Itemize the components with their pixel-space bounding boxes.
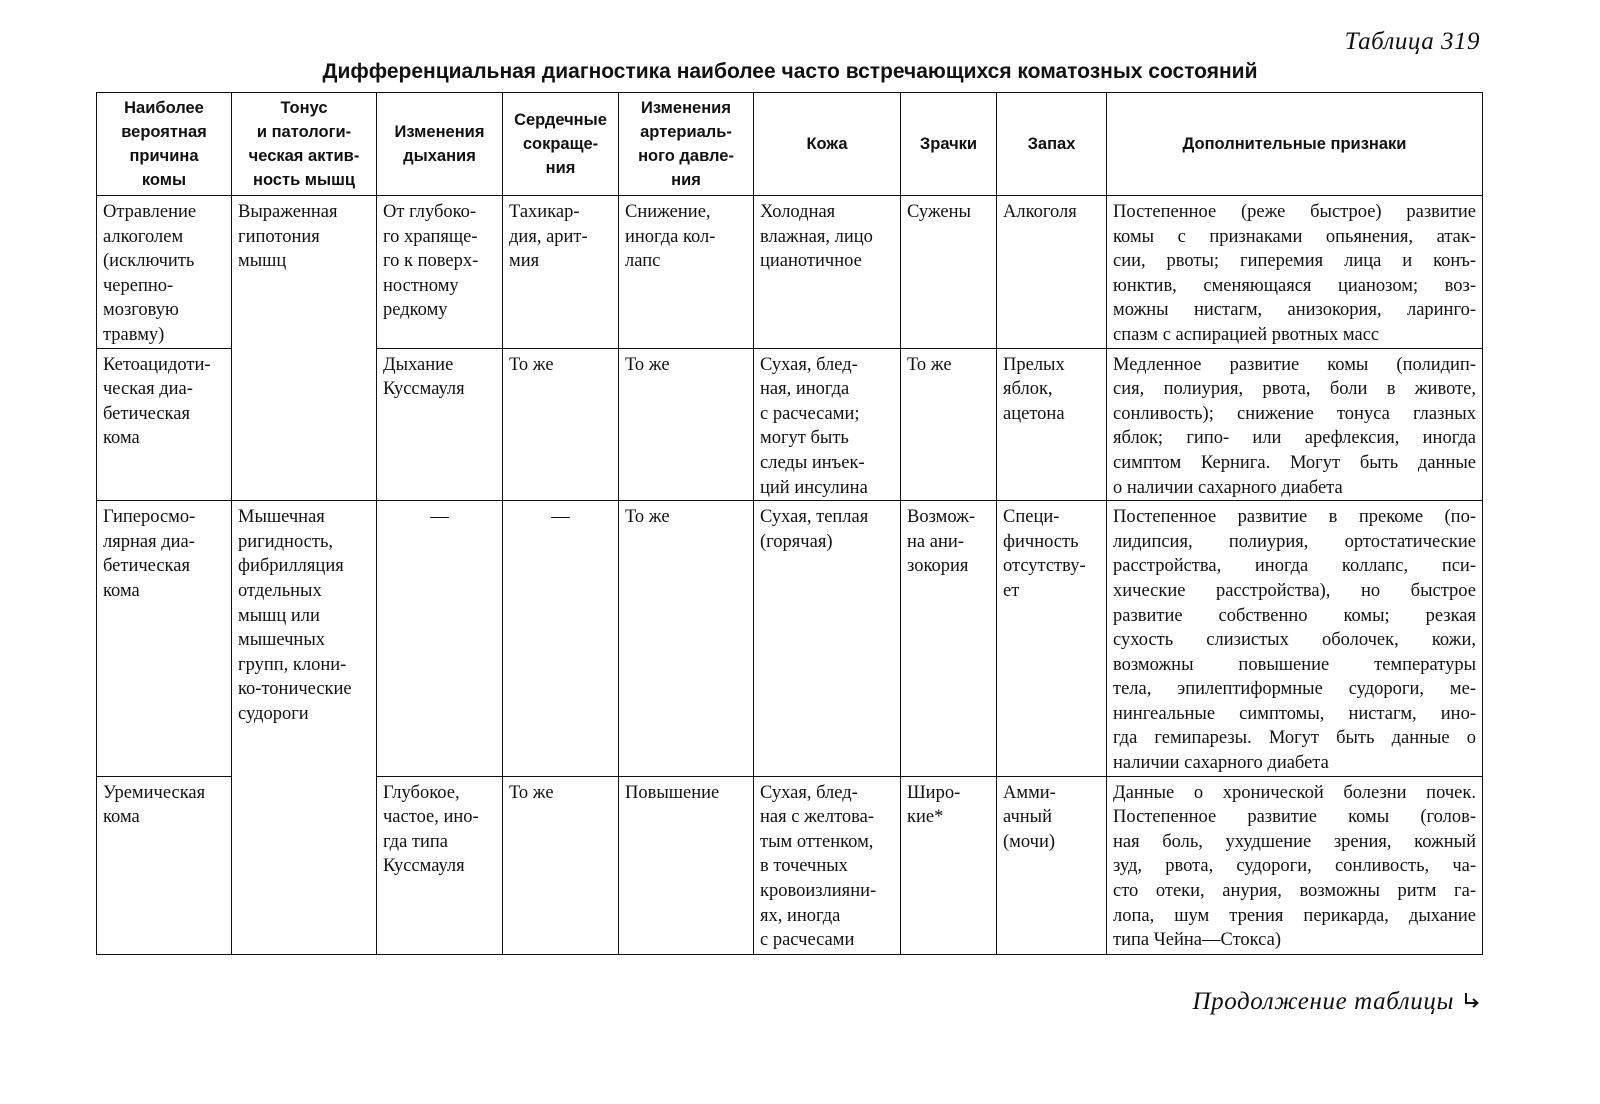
cell-line: Кетоацидоти- — [103, 354, 211, 375]
cell-line: (горячая) — [760, 531, 833, 552]
cell-line: То же — [509, 354, 554, 375]
cell-line: зуд, рвота, судороги, сонливость, ча- — [1113, 856, 1476, 877]
header-line: Запах — [1027, 135, 1076, 153]
header-line: Изменения — [641, 99, 731, 117]
differential-diagnosis-table — [96, 92, 1483, 955]
cell-line: следы инъек- — [760, 452, 865, 473]
cell-line: Выраженная — [238, 202, 338, 222]
header-line: ния — [545, 159, 576, 177]
cell-line: яблок, — [1003, 379, 1053, 400]
cell-signs — [1107, 501, 1483, 777]
cell-cause — [97, 196, 232, 349]
cell-line: лидипсия, полиурия, ортостатические — [1113, 531, 1476, 552]
cell-line: ацетона — [1003, 403, 1065, 424]
cell-cause — [97, 348, 232, 501]
header-line: ния — [671, 171, 701, 189]
cell-cause — [97, 501, 232, 777]
cell-line: бетическая — [103, 403, 190, 424]
cell-line: отсутству- — [1003, 556, 1086, 577]
continued-label: Продолжение таблицы — [1192, 988, 1454, 1015]
header-pressure — [619, 93, 754, 196]
cell-line: симптом Кернига. Могут быть данные — [1113, 452, 1476, 473]
cell-line: Мышечная — [238, 507, 325, 528]
cell-line: кома — [103, 807, 140, 828]
cell-line: Дыхание — [383, 354, 454, 375]
cell-line: лапс — [625, 251, 661, 272]
cell-line: кровоизлияни- — [760, 881, 877, 902]
cell-odor — [997, 348, 1107, 501]
cell-odor — [997, 776, 1107, 954]
continued-note — [1193, 988, 1482, 1016]
cell-line: го к поверх- — [383, 251, 479, 272]
cell-breathing — [377, 501, 503, 777]
cell-line: возможны повышение температуры — [1113, 654, 1476, 675]
cell-line: сонливость); снижение тонуса глазных — [1113, 403, 1476, 424]
cell-tone — [232, 501, 377, 955]
cell-line: развитие собственно комы; резкая — [1113, 605, 1476, 626]
cell-heart — [503, 348, 619, 501]
cell-line: Широ- — [907, 782, 961, 803]
cell-line: нингеальные симптомы, нистагм, ино- — [1113, 703, 1476, 724]
cell-line: Возмож- — [907, 507, 976, 528]
cell-line: Снижение, — [625, 202, 711, 222]
table-number: Таблица 319 — [1344, 28, 1480, 55]
cell-line: иногда кол- — [625, 226, 716, 247]
cell-pressure — [619, 348, 754, 501]
cell-line: сухость слизистых оболочек, кожи, — [1113, 630, 1476, 651]
cell-line: влажная, лицо — [760, 226, 873, 247]
cell-line: Повышение — [625, 782, 720, 803]
header-line: вероятная — [121, 123, 207, 141]
cell-line: типа Чейна—Стокса) — [1113, 930, 1281, 951]
header-line: ного давле- — [638, 147, 734, 165]
cell-heart — [503, 501, 619, 777]
cell-line: гда типа — [383, 831, 449, 852]
cell-line: с расчесами; — [760, 403, 860, 424]
cell-line: Медленное развитие комы (полидип- — [1113, 354, 1476, 375]
header-odor — [997, 93, 1107, 196]
cell-line: — — [551, 507, 570, 528]
cell-line: частое, ино- — [383, 807, 479, 828]
cell-line: Глубокое, — [383, 782, 460, 803]
cell-line: Специ- — [1003, 507, 1060, 528]
cell-line: гипотония — [238, 226, 320, 247]
cell-line: То же — [625, 507, 670, 528]
cell-line: От глубоко- — [383, 202, 477, 222]
header-line: комы — [141, 171, 187, 189]
cell-skin — [754, 196, 901, 349]
header-breathing — [377, 93, 503, 196]
header-tone — [232, 93, 377, 196]
cell-pressure — [619, 501, 754, 777]
cell-line: гда гемипарезы. Могут быть данные о — [1113, 728, 1476, 749]
header-cause — [97, 93, 232, 196]
cell-cause — [97, 776, 232, 954]
cell-line: наличии сахарного диабета — [1113, 753, 1329, 774]
header-line: Тонус — [280, 99, 328, 117]
cell-line: (исключить — [103, 251, 195, 272]
table-row — [97, 501, 1483, 777]
cell-line: расстройства, иногда коллапс, пси- — [1113, 556, 1476, 577]
cell-line: Алкоголя — [1003, 202, 1077, 222]
turn-page-arrow-icon — [1462, 990, 1482, 1010]
cell-line: лярная диа- — [103, 531, 195, 552]
cell-line: дия, арит- — [509, 226, 588, 247]
cell-line: Постепенное развитие комы (голов- — [1113, 807, 1476, 828]
cell-line: алкоголем — [103, 226, 184, 247]
cell-odor — [997, 501, 1107, 777]
header-line: артериаль- — [640, 123, 732, 141]
cell-skin — [754, 776, 901, 954]
cell-line: тым оттенком, — [760, 831, 874, 852]
header-line: сокраще- — [522, 135, 599, 153]
cell-line: сии, рвоты; гиперемия лица и конъ- — [1113, 251, 1476, 272]
cell-line: То же — [625, 354, 670, 375]
cell-line: Куссмауля — [383, 379, 465, 400]
cell-line: ко-тонические — [238, 679, 352, 700]
cell-pupils — [901, 348, 997, 501]
cell-line: Куссмауля — [383, 856, 465, 877]
cell-breathing — [377, 776, 503, 954]
cell-line: сто отеки, анурия, возможны ритм га- — [1113, 881, 1476, 902]
cell-signs — [1107, 348, 1483, 501]
header-line: Дополнительные признаки — [1182, 135, 1407, 153]
cell-line: травму) — [103, 324, 165, 345]
header-line: дыхания — [403, 147, 476, 165]
cell-line: Постепенное (реже быстрое) развитие — [1113, 202, 1476, 222]
header-signs — [1107, 93, 1483, 196]
cell-signs — [1107, 196, 1483, 349]
cell-line: Сухая, теплая — [760, 507, 869, 528]
cell-line: можны нистагм, анизокория, ларинго- — [1113, 300, 1476, 321]
cell-line: кома — [103, 428, 140, 449]
cell-line: зокория — [907, 556, 969, 577]
cell-line: ях, иногда — [760, 905, 841, 926]
header-line: Сердечные — [514, 111, 607, 129]
cell-line: ций инсулина — [760, 477, 868, 498]
header-heart — [503, 93, 619, 196]
cell-skin — [754, 348, 901, 501]
cell-line: тела, эпилептиформные судороги, ме- — [1113, 679, 1476, 700]
cell-line: го храпяще- — [383, 226, 478, 247]
cell-line: ная боль, ухудшение зрения, кожный — [1113, 831, 1476, 852]
cell-line: фибрилляция — [238, 556, 344, 577]
cell-line: Гиперосмо- — [103, 507, 196, 528]
cell-line: могут быть — [760, 428, 849, 449]
cell-line: бетическая — [103, 556, 190, 577]
cell-line: (мочи) — [1003, 831, 1056, 852]
cell-line: ачный — [1003, 807, 1053, 828]
header-line: и патологи- — [256, 123, 352, 141]
cell-line: Прелых — [1003, 354, 1065, 375]
cell-line: с расчесами — [760, 930, 855, 951]
cell-line: черепно- — [103, 275, 174, 296]
cell-line: на ани- — [907, 531, 964, 552]
table-title: Дифференциальная диагностика наиболее часто встречающихся коматозных состояний — [322, 60, 1258, 83]
cell-line: Отравление — [103, 202, 197, 222]
cell-pupils — [901, 501, 997, 777]
cell-breathing — [377, 348, 503, 501]
cell-line: То же — [509, 782, 554, 803]
cell-line: ная, иногда — [760, 379, 850, 400]
header-row — [97, 93, 1483, 196]
cell-line: Постепенное развитие в прекоме (по- — [1113, 507, 1476, 528]
cell-line: в точечных — [760, 856, 848, 877]
cell-signs — [1107, 776, 1483, 954]
cell-line: о наличии сахарного диабета — [1113, 477, 1343, 498]
cell-line: яблок; гипо- или арефлексия, иногда — [1113, 428, 1476, 449]
cell-line: юнктив, сменяющаяся цианозом; воз- — [1113, 275, 1476, 296]
cell-line: групп, клони- — [238, 654, 347, 675]
cell-odor — [997, 196, 1107, 349]
cell-line: ная с желтова- — [760, 807, 875, 828]
cell-line: — — [430, 507, 449, 528]
cell-pupils — [901, 196, 997, 349]
header-pupils — [901, 93, 997, 196]
cell-line: спазм с аспирацией рвотных масс — [1113, 324, 1380, 345]
cell-skin — [754, 501, 901, 777]
cell-breathing — [377, 196, 503, 349]
cell-line: фичность — [1003, 531, 1079, 552]
cell-line: Сухая, блед- — [760, 782, 858, 803]
cell-line: отдельных — [238, 580, 322, 601]
header-line: Зрачки — [919, 135, 978, 153]
cell-line: ет — [1003, 580, 1020, 601]
cell-line: лопа, шум трения перикарда, дыхание — [1113, 905, 1476, 926]
header-line: Изменения — [394, 123, 485, 141]
cell-line: редкому — [383, 300, 448, 321]
cell-line: Данные о хронической болезни почек. — [1113, 782, 1476, 803]
cell-line: Тахикар- — [509, 202, 580, 222]
cell-line: ностному — [383, 275, 459, 296]
cell-line: судороги — [238, 703, 309, 724]
cell-pressure — [619, 776, 754, 954]
cell-pressure — [619, 196, 754, 349]
cell-line: Уремическая — [103, 782, 206, 803]
cell-line: Амми- — [1003, 782, 1056, 803]
header-line: ность мышц — [252, 171, 355, 189]
cell-line: цианотичное — [760, 251, 862, 272]
cell-line: мия — [509, 251, 540, 272]
cell-line: ческая диа- — [103, 379, 193, 400]
cell-line: Сухая, блед- — [760, 354, 858, 375]
cell-line: сия, полиурия, рвота, боли в животе, — [1113, 379, 1476, 400]
header-line: ческая актив- — [248, 147, 360, 165]
header-line: причина — [129, 147, 199, 165]
cell-line: мозговую — [103, 300, 179, 321]
table-row — [97, 196, 1483, 349]
cell-line: кие* — [907, 807, 944, 828]
cell-line: кома — [103, 580, 140, 601]
header-skin — [754, 93, 901, 196]
cell-heart — [503, 776, 619, 954]
cell-line: ригидность, — [238, 531, 334, 552]
cell-line: комы с признаками опьянения, атак- — [1113, 226, 1476, 247]
cell-line: мышц — [238, 251, 287, 272]
cell-line: Холодная — [760, 202, 836, 222]
cell-line: То же — [907, 354, 952, 375]
cell-line: Сужены — [907, 202, 971, 222]
header-line: Наиболее — [124, 99, 204, 117]
cell-line: мышечных — [238, 630, 326, 651]
cell-heart — [503, 196, 619, 349]
cell-line: хические расстройства), но быстрое — [1113, 580, 1476, 601]
cell-line: мышц или — [238, 605, 320, 626]
cell-pupils — [901, 776, 997, 954]
header-line: Кожа — [806, 135, 848, 153]
cell-tone — [232, 196, 377, 501]
